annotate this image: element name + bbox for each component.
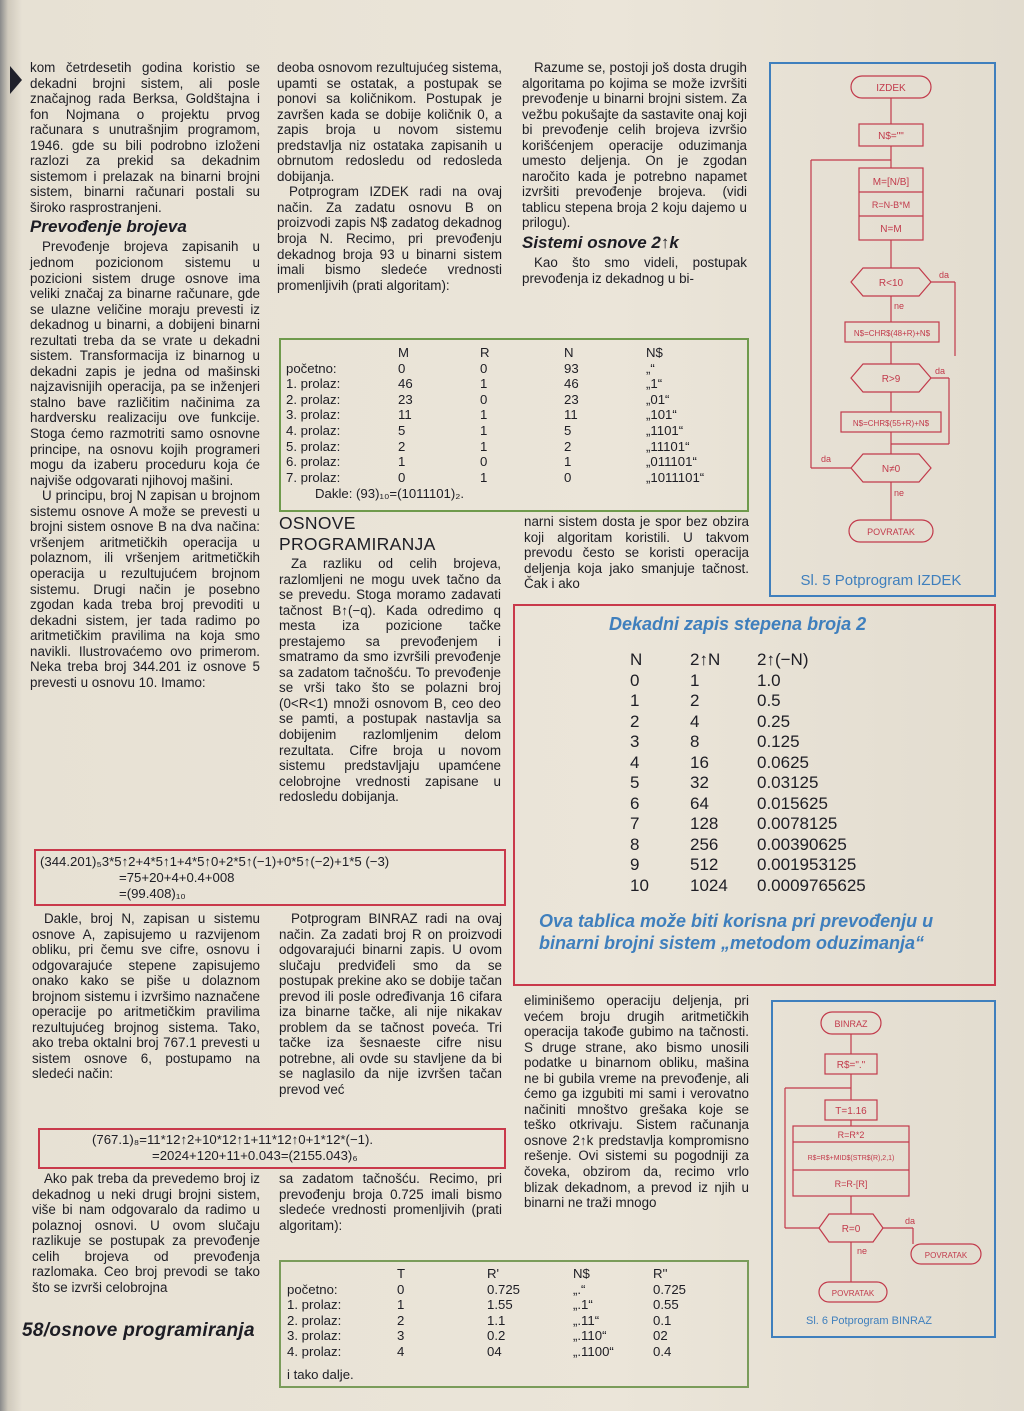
pw-h2: 2↑(−N) (757, 650, 809, 669)
table-row: 2. prolaz: 23 0 23 „01“ (286, 391, 670, 407)
formula-2-box (38, 1128, 506, 1169)
column-2-lower (279, 911, 502, 1098)
heading-programiranja: PROGRAMIRANJA (279, 534, 436, 554)
table-row: 2. prolaz: 2 1.1 „.11“ 0.1 (287, 1312, 672, 1328)
t93-h3: N (564, 345, 574, 360)
table-93-box (279, 338, 749, 512)
heading-osnove: OSNOVE (279, 513, 356, 533)
table-row: 1. prolaz: 1 1.55 „.1“ 0.55 (287, 1297, 679, 1313)
col2-paragraph-1: deoba osnovom rezultujućeg sistema, upamti se ostatak, a postupak se ponovi sa količnikom. Postupak je završen kada se dobije količnik 0, a zapis broja u novom sistemu predstavlja niz ostataka zapisanih u obrnutom redosledu od redosleda dobijanja. (277, 60, 502, 184)
izdek-n2: M=[N/B] (872, 177, 910, 188)
table-row: 4. prolaz: 5 1 5 „1101“ (286, 422, 684, 438)
table-row: 2 4 0.25 (630, 711, 791, 731)
column-2-bottom (279, 1171, 502, 1233)
table-row: 7 128 0.0078125 (630, 814, 838, 833)
col1-intro: kom četrdesetih godina koristio se dekadni brojni sistem, ali posle značajnog rada Berksa, Goldštajna i fon Nojmana o projektu prvog računara s unutrašnjim programom, 1946. gde su bili podrobno izloženi razlozi za prekid sa dekadnim sistemom i prelazak na binarni brojni sistem, binarni računari postali su široko rasprostranjeni. (30, 60, 260, 215)
table-725-footer: i tako dalje. (287, 1367, 354, 1382)
page-marker-icon (10, 66, 22, 94)
column-3-lower (524, 993, 749, 1211)
t725-h3: N$ (573, 1266, 590, 1281)
flowchart-binraz-box (771, 1000, 996, 1338)
column-3-middle (524, 514, 749, 592)
izdek-d1-ne: ne (894, 301, 905, 311)
col2-paragraph-2: Potprogram IZDEK radi na ovaj način. Za zadatu osnovu B on proizvodi zapis N$ zadatog dekadnog broja N. Recimo, pri prevođenju dekadnog broja 93 u binarni sistem imali bismo sledeće vrednosti promenljivih (prati algoritam): (277, 184, 502, 293)
binraz-end-right: POVRATAK (924, 1251, 968, 1260)
flowchart-binraz (773, 1002, 994, 1336)
table-row: 4. prolaz: 4 04 „.1100“ 0.4 (287, 1343, 672, 1359)
izdek-n4: N=M (880, 224, 902, 235)
column-2-top (277, 60, 502, 293)
izdek-end: POVRATAK (867, 527, 915, 537)
table-row: 1. prolaz: 46 1 46 „1“ (286, 376, 663, 392)
table-row: 0 1 1.0 (630, 670, 781, 690)
col3-paragraph-4: eliminišemo operaciju deljenja, pri većem broju drugih aritmetičkih operacija takođe gubimo na tačnosti. S druge strane, ako bismo unosili podatke u binarnom obliku, mašina ne bi gubila vreme na prevođenje, ali ćemo ga izgubiti mi sami i verovatno načiniti mnoštvo grešaka koje se teško otkrivaju. Sistem računanja osnove 2↑k predstavlja kompromisno rešenje. Ovi sistemi su pogodniji za čoveka, obzirom da, recimo vrlo blizak dekadnom, a prevod iz njih u binarni ne traži mnogo (524, 993, 749, 1211)
t93-h2: R (480, 345, 490, 360)
binraz-end: POVRATAK (831, 1289, 875, 1298)
table-93-footer: Dakle: (93)₁₀=(1011101)₂. (315, 486, 465, 501)
binraz-n2: T=1.16 (835, 1106, 867, 1117)
col2-paragraph-5: sa zadatom tačnošću. Recimo, pri prevođenju broja 0.725 imali bismo sledeće vrednosti promenljivih (prati algoritam): (279, 1171, 502, 1233)
col1-paragraph-4: Ako pak treba da prevedemo broj iz dekadnog u neki drugi brojni sistem, više bi nam odgovaralo da radimo u polaznoj osnovi. U ovom slučaju razlikuje se postupak za prevođenje celih brojeva od prevođenja razlomaka. Ceo broj prevodi se tako što se izvrši celobrojna (32, 1171, 260, 1295)
table-725-box (279, 1260, 749, 1388)
table-row: početno: 0 0 93 „“ (286, 360, 655, 376)
izdek-d2: R>9 (881, 374, 901, 385)
izdek-start: IZDEK (876, 83, 906, 94)
col1-paragraph-2: U principu, broj N zapisan u brojnom sistemu osnove A može se prevesti u brojni sistem osnove B na dva načina: vršenjem aritmetičkih operacija u polaznom, ili vršenjem aritmetičkih operacija u rezultujućem brojnom sistemu. Drugi način je posebno zgodan kada treba broj prevoditi u dekadni sistem, jer tada radimo po aritmetičkim pravilima na koja smo navikli. Ilustrovaćemo ovo primerom. Neka treba broj 344.201 iz osnove 5 prevesti u osnovu 10. Imamo: (30, 488, 260, 690)
formula-1-box (34, 849, 506, 906)
t725-h1: T (397, 1266, 406, 1281)
column-2-middle (279, 512, 501, 805)
table-row: 5 32 0.03125 (630, 773, 819, 792)
table-row: 3 8 0.125 (630, 732, 800, 751)
column-1-top (30, 60, 260, 690)
col1-paragraph-1: Prevođenje brojeva zapisanih u jednom pozicionom sistemu u pozicioni sistem druge osnove ima veliki značaj za binarne računare, gde se ulazne veličine moraju prevesti iz dekadnog u binarni, a dobijeni binarni rezultati treba da se vrate u dekadni sistem. Transformacija iz binarnog u dekadni zapis je jedna od mašinski najzavisnijih operacija, pa se inženjeri stalno bave različitim načinima za hardversku realizaciju ove funkcije. Stoga ćemo razmotriti samo osnovne principe, na osnovu kojih programeri mogu da izaberu proceduru koja će najviše odgovarati njihovoj mašini. (30, 239, 260, 488)
izdek-n6: N$=CHR$(55+R)+N$ (852, 419, 930, 428)
t93-h4: N$ (646, 345, 663, 360)
table-row: 9 512 0.001953125 (630, 855, 857, 874)
izdek-d3-ne: ne (894, 488, 905, 498)
binraz-d1-da: da (905, 1216, 916, 1226)
table-row: 3. prolaz: 3 0.2 „.110“ 02 (287, 1328, 668, 1344)
heading-prevodjenje: Prevođenje brojeva (30, 217, 187, 237)
izdek-d1: R<10 (878, 278, 904, 289)
binraz-n5: R=R-[R] (834, 1179, 868, 1189)
binraz-start: BINRAZ (834, 1019, 868, 1029)
binraz-n1: R$="." (836, 1060, 866, 1071)
col1-paragraph-3: Dakle, broj N, zapisan u sistemu osnove A, zapisujemo u razvijenom obliku, pri čemu sve cifre, osnovu i odgovarajuće stepene zapisujemo onako kako se piše u dolaznom brojnom sistemu i izvršimo naznačene operacije po aritmetičkim pravilima rezultujućeg brojnog sistema. Tako, ako treba oktalni broj 767.1 prevesti u sistem osnove 6, postupamo na sledeći način: (32, 911, 260, 1082)
flowchart-izdek-box (769, 62, 996, 597)
formula-1-line-1: (344.201)₅3*5↑2+4*5↑1+4*5↑0+2*5↑(−1)+0*5↑(−2)+1*5 (−3) (40, 854, 390, 869)
izdek-n3: R=N-B*M (871, 200, 911, 210)
powers-title: Dekadni zapis stepena broja 2 (609, 614, 867, 634)
izdek-n5: N$=CHR$(48+R)+N$ (853, 329, 931, 338)
column-3-top (522, 60, 747, 286)
table-row: 7. prolaz: 0 1 0 „1011101“ (286, 469, 705, 485)
binraz-d1: R=0 (841, 1224, 861, 1235)
izdek-d3: N≠0 (881, 464, 901, 475)
table-row: 6. prolaz: 1 0 1 „011101“ (286, 454, 697, 470)
formula-2-line-1: (767.1)₈=11*12↑2+10*12↑1+11*12↑0+1*12*(−1). (92, 1132, 374, 1147)
col3-paragraph-1: Razume se, postoji još dosta drugih algoritama po kojima se može izvršiti prevođenje u binarni brojni sistem. Za vežbu pokušajte da sastavite onaj koji bi prevođenje celih brojeva izvršio korišćenjem operacije oduzimanja umesto deljenja. On je zgodan naročito kada je potrebno napamet izvršiti prevođenje brojeva. (vidi tablicu stepena broja 2 koju dajemo u prilogu). (522, 60, 747, 231)
powers-of-two-box (513, 604, 996, 986)
table-row: početno: 0 0.725 „.“ 0.725 (287, 1281, 687, 1297)
col3-paragraph-2: Kao što smo videli, postupak prevođenja iz dekadnog u bi- (522, 255, 747, 286)
table-725 (287, 1266, 733, 1360)
binraz-caption: Sl. 6 Potprogram BINRAZ (806, 1315, 932, 1327)
table-row: 1 2 0.5 (630, 691, 781, 710)
table-row: 4 16 0.0625 (630, 752, 809, 772)
formula-1-line-2: =75+20+4+0.4+008 (119, 870, 235, 885)
t725-h4: R'' (653, 1266, 668, 1281)
izdek-d2-da: da (935, 366, 946, 376)
t93-h0 (286, 345, 398, 361)
t725-h2: R' (487, 1266, 500, 1281)
pw-h0: N (630, 650, 643, 669)
izdek-d3-da: da (821, 454, 832, 464)
binraz-n4: R$=R$+MID$(STR$(R),2,1) (807, 1155, 895, 1162)
column-1-bottom (32, 1171, 260, 1295)
flowchart-izdek (771, 64, 994, 595)
heading-sistemi: Sistemi osnove 2↑k (522, 233, 679, 253)
col2-paragraph-4: Potprogram BINRAZ radi na ovaj način. Za zadati broj R on proizvodi odgovarajući binarni zapis. U ovom slučaju predviđeli smo da se postupak prekine ako se dobije tačan prevod ili posle određivanja 16 cifara iza binarne tačke, ali nije nikakav problem da se tačnost poveća. Tri tačke iza šesnaeste cifre nisu potrebne, ali ovde su stavljene da bi se naglasilo da nije izvršen tačan prevod već (279, 911, 502, 1098)
column-1-lower (32, 911, 260, 1082)
binraz-n3: R=R*2 (837, 1130, 865, 1140)
table-row: 6 64 0.015625 (630, 793, 828, 813)
izdek-n1: N$="" (878, 131, 904, 142)
table-row: 5. prolaz: 2 1 2 „11101“ (286, 438, 690, 454)
col2-paragraph-3: Za razliku od celih brojeva, razlomljeni ne mogu uvek tačno da se prevedu. Stoga moramo zadavati tačnost B↑(−q). Kada odredimo q mesta iza pozicione tačke prestajemo sa prevođenjem i smatramo da smo izvršili prevođenje sa zadatom tačnošću. To prevođenje se vrši tako što se polazni broj (0<R<1) množi osnovom B, ceo deo se pamti, a postupak nastavlja sa dobijenim razlomljenim delom rezultata. Cifre broja u novom sistemu predstavljaju upamćene celobrojne vrednosti zapisane u redosledu dobijanja. (279, 556, 501, 805)
binraz-d1-ne: ne (857, 1246, 868, 1256)
table-93 (286, 345, 736, 485)
page-footer: 58/osnove programiranja (22, 1320, 255, 1341)
powers-note: Ova tablica može biti korisna pri prevođenju u binarni brojni sistem „metodom oduzimanja“ (539, 911, 934, 953)
t725-h0 (287, 1266, 397, 1282)
izdek-d1-da: da (939, 270, 950, 280)
formula-2-line-2: =2024+120+11+0.043=(2155.043)₆ (152, 1148, 358, 1163)
t93-h1: M (398, 345, 409, 360)
pw-h1: 2↑N (690, 650, 721, 669)
table-row: 3. prolaz: 11 1 11 „101“ (286, 407, 677, 423)
table-row: 10 1024 0.0009765625 (630, 875, 866, 895)
col3-paragraph-3: narni sistem dosta je spor bez obzira koji algoritam koristili. U takvom prevodu često se koristi operacija deljenja koja jako smanjuje tačnost. Čak i ako (524, 514, 749, 592)
table-row: 8 256 0.00390625 (630, 834, 847, 854)
izdek-caption: Sl. 5 Potprogram IZDEK (800, 572, 962, 589)
powers-table (630, 650, 866, 896)
formula-1-line-3: =(99.408)₁₀ (119, 886, 186, 901)
